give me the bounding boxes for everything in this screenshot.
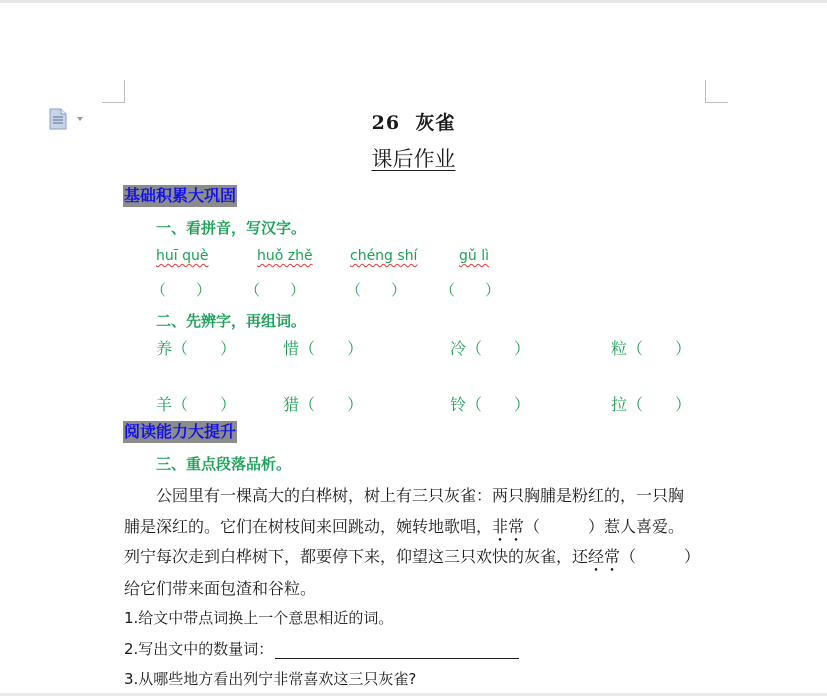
blank-1: （ ）	[151, 281, 212, 299]
word-ling: 铃（ ）	[450, 395, 531, 414]
word-xi: 惜（ ）	[283, 339, 364, 358]
blank-3: （ ）	[346, 281, 407, 299]
word-yang2: 羊（ ）	[156, 395, 237, 414]
document-subtitle: 课后作业	[371, 147, 456, 171]
q2-heading: 二、先辨字，再组词。	[156, 312, 307, 330]
word-la: 拉（ ）	[611, 395, 692, 414]
sub-question-3: 3.从哪些地方看出列宁非常喜欢这三只灰雀?	[124, 670, 417, 688]
document-title: 26 灰雀	[371, 112, 456, 134]
word-yang: 养（ ）	[156, 339, 237, 358]
answer-line[interactable]	[275, 644, 519, 659]
blank-4: （ ）	[440, 281, 501, 299]
word-li: 粒（ ）	[611, 339, 692, 358]
passage-line-4: 给它们带来面包渣和谷粒。	[124, 579, 317, 598]
q3-heading: 三、重点段落品析。	[156, 455, 292, 473]
q1-heading: 一、看拼音，写汉字。	[156, 219, 307, 237]
section-reading-label: 阅读能力大提升	[124, 422, 237, 441]
word-lie: 猎（ ）	[283, 395, 364, 414]
top-border	[0, 0, 827, 3]
passage-line-1: 公园里有一棵高大的白桦树，树上有三只灰雀：两只胸脯是粉红的，一只胸	[124, 486, 685, 505]
section-basic-label: 基础积累大巩固	[124, 186, 237, 205]
pinyin-4: gǔ lì	[459, 248, 489, 264]
sub-question-1: 1.给文中带点词换上一个意思相近的词。	[124, 609, 394, 627]
page-corner-mark-left	[102, 80, 125, 103]
pinyin-3: chéng shí	[350, 248, 418, 264]
page-corner-mark-right	[705, 80, 728, 103]
dotted-char: 经	[588, 547, 605, 566]
pinyin-2: huǒ zhě	[257, 248, 313, 264]
pinyin-1: huī què	[156, 248, 209, 264]
dotted-char: 常	[604, 547, 621, 566]
passage-line-3: 列宁每次走到白桦树下，都要停下来，仰望这三只欢快的灰雀，还经常（ ）	[124, 544, 700, 567]
dotted-char: 非	[492, 517, 509, 536]
dotted-char: 常	[508, 517, 525, 536]
passage-line-2: 脯是深红的。它们在树枝间来回跳动，婉转地歌唱，非常（ ）惹人喜爱。	[124, 514, 684, 537]
blank-2: （ ）	[245, 281, 306, 299]
sub-question-2: 2.写出文中的数量词：	[124, 638, 519, 659]
word-leng: 冷（ ）	[450, 339, 531, 358]
